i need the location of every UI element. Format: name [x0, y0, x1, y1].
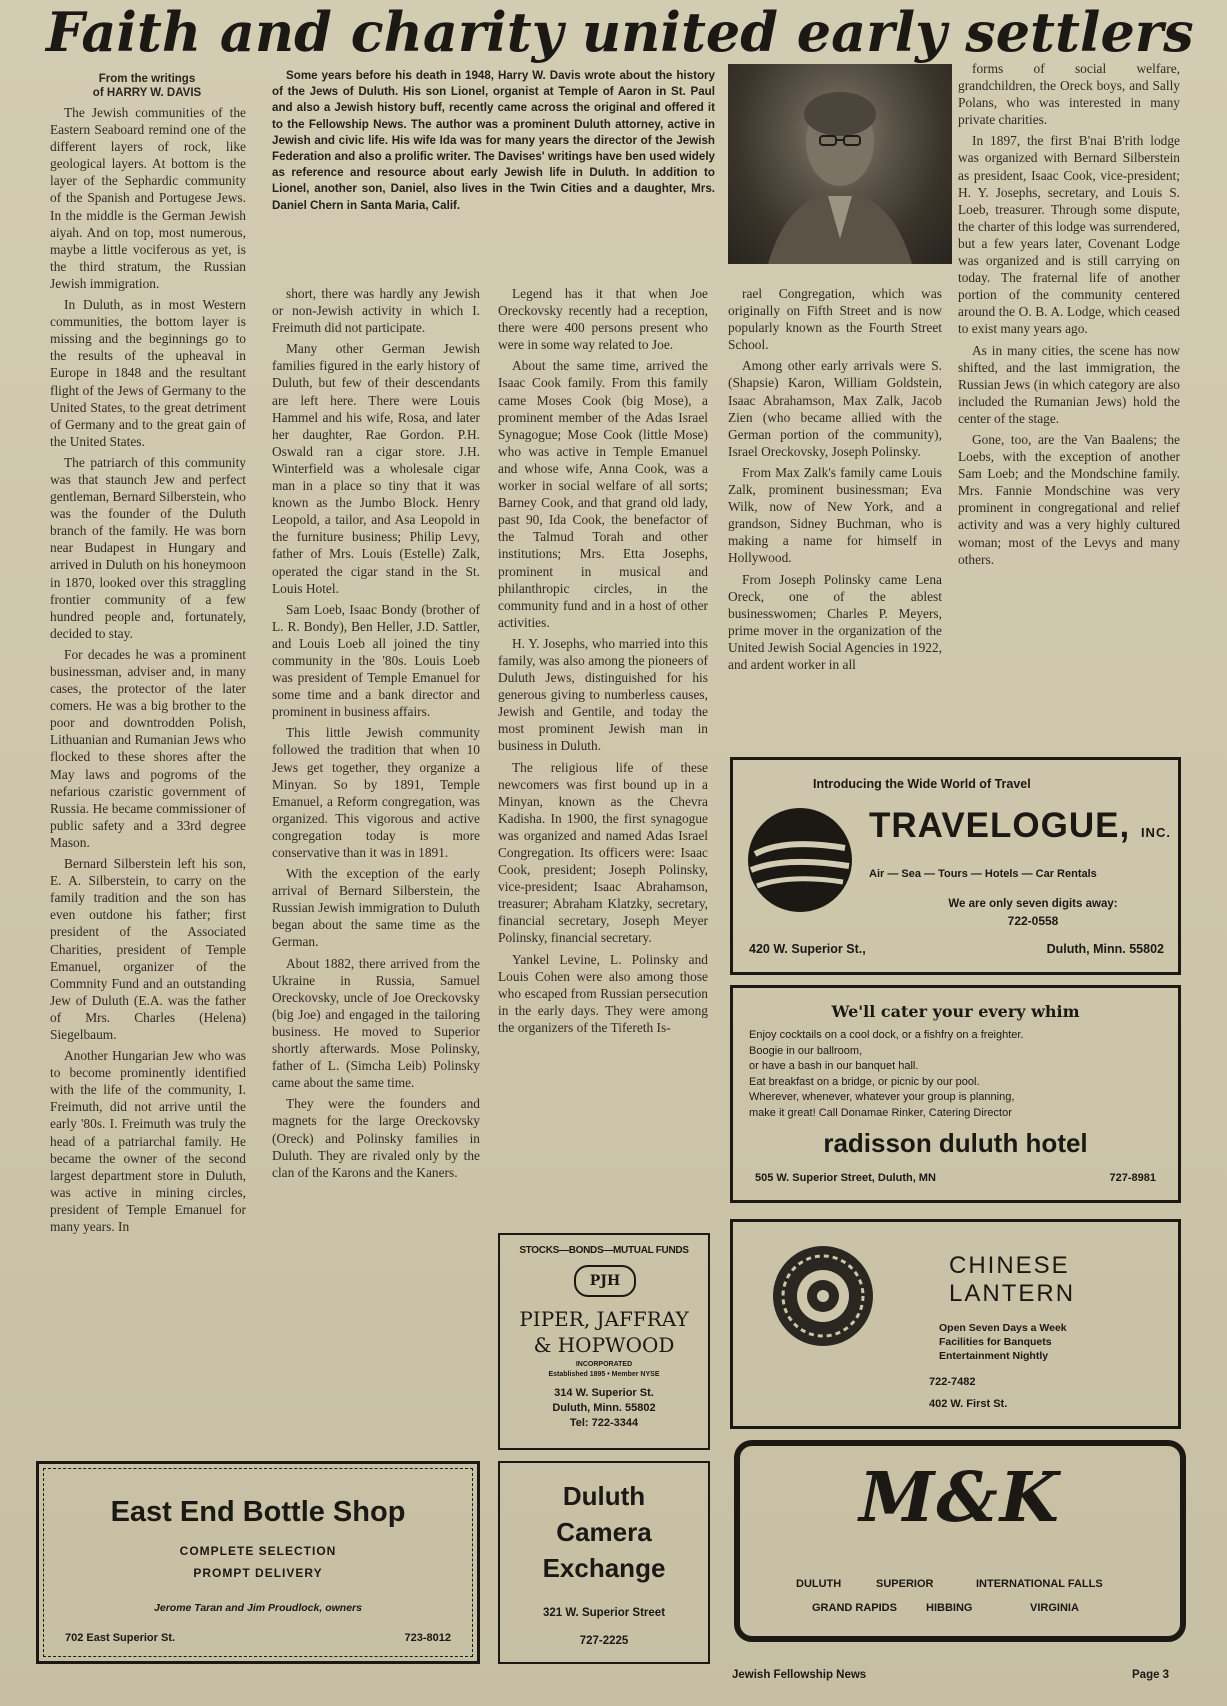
paragraph: In 1897, the first B'nai B'rith lodge was organized with Bernard Silberstein as president, Isaac Cook, vice-president; H. Y. Josephs, secretary, and Louis S. Loeb, treasurer. Through some dispute, the charter of this lodge was surrendered, but a few years later, Covenant Lodge was organized and is still carrying on today. The fraternal life of another portion of the community centered around the O. B. A. Lodge, which ceased to exist many years ago.	[958, 133, 1180, 337]
bottle-shop-line1: COMPLETE SELECTION	[179, 1544, 337, 1558]
radisson-title: We'll cater your every whim	[831, 1002, 1080, 1021]
paragraph: For decades he was a prominent businessman, adviser and, in many cases, the protector of the later comers. He was a big brother to the poor and downtrodden Polish, Lithuanian and Rumanian Jews who flocked to these shores after the May laws and pogroms of the nefarious czaristic government of Russia. He became commissioner of public safety and a 33rd degree Mason.	[50, 646, 246, 850]
travelogue-name	[869, 806, 1171, 846]
piper-phone: Tel: 722-3344	[569, 1417, 639, 1429]
radisson-line: make it great! Call Donamae Rinker, Catering Director	[749, 1106, 1012, 1119]
paragraph: Among other early arrivals were S. (Shapsie) Karon, William Goldstein, Isaac Abrahamson, Max Zalk, Jacob Zien (who became allied with the German portion of the community), Israel Oreckovsky, Joseph Polinsky.	[728, 358, 942, 459]
paragraph: About the same time, arrived the Isaac Cook family. From this family came Moses Cook (big Mose), a prominent member of the Adas Israel Synagogue; Mose Cook (little Mose) who was active in Temple Emanuel and whose wife, Anna Cook, was a worker in social welfare of all sorts; Barney Cook, and that grand old lady, past 90, Ida Cook, the benefactor of the Talmud Torah and other institutions; Mrs. Etta Josephs, prominent in musical and philanthropic circles, in the community fund and in a host of other activities.	[498, 358, 708, 630]
radisson-line: Wherever, whenever, whatever your group is planning,	[749, 1091, 1015, 1103]
bottle-shop-owners: Jerome Taran and Jim Proudlock, owners	[154, 1602, 362, 1614]
bottle-shop-phone: 723-8012	[404, 1632, 451, 1644]
mk-city-intl-falls: INTERNATIONAL FALLS	[976, 1578, 1103, 1590]
bottle-shop-ad	[36, 1461, 480, 1664]
chinese-lantern-ad	[730, 1219, 1181, 1429]
travelogue-phone: 722-0558	[1007, 914, 1059, 928]
paragraph: Gone, too, are the Van Baalens; the Loebs, with the exception of another Sam Loeb; and the Mondschine family. Mrs. Fannie Mondschine was very prominent in congregational and relief activity and was a very highly cultured woman; most of the Levys and many others.	[958, 431, 1180, 567]
camera-line-3: Exchange	[542, 1553, 666, 1583]
travelogue-logo-icon	[745, 808, 855, 912]
headline: Faith and charity united early settlers	[46, 0, 1194, 64]
piper-header: STOCKS—BONDS—MUTUAL FUNDS	[519, 1245, 689, 1256]
paragraph: They were the founders and magnets for the large Oreckovsky (Oreck) and Polinsky families in Duluth. They are rivaled only by the clan of the Karons and the Kaners.	[272, 1096, 480, 1180]
mk-city-superior: SUPERIOR	[876, 1578, 934, 1590]
article-column-4	[728, 285, 942, 673]
paragraph: The religious life of these newcomers was first bound up in a Minyan, known as the Chevra Kadisha. In 1900, the first synagogue was organized and named Adas Israel Congregation. Its officers were: Isaac Cook, president; Joseph Polinsky, vice-president; Isaac Abrahamson, treasurer; Abraham Klatzky, secretary, financial secretary, Joseph Meyer Polinsky, financial secretary.	[498, 759, 708, 946]
lantern-name-2: LANTERN	[949, 1280, 1076, 1307]
travelogue-address: 420 W. Superior St.,	[749, 942, 866, 956]
article-column-2	[272, 285, 480, 1181]
radisson-name: radisson duluth hotel	[823, 1128, 1088, 1158]
lantern-phone: 722-7482	[929, 1376, 976, 1388]
travelogue-promo: We are only seven digits away:	[948, 898, 1118, 910]
piper-jaffray-ad	[498, 1233, 710, 1450]
paragraph: In Duluth, as in most Western communities, the bottom layer is missing and the beginnings go to the results of the upheaval in Europe in 1848 and the resultant flight of the Jews of Germany to the United States, to the great detriment of Germany and to the great gain of the United States.	[50, 297, 246, 449]
lantern-name-1: CHINESE	[949, 1252, 1070, 1279]
mk-city-virginia: VIRGINIA	[1030, 1602, 1079, 1614]
paragraph: From Joseph Polinsky came Lena Oreck, one of the ablest businesswomen; Charles P. Meyers, prime mover in the organization of the United Jewish Social Agencies in 1922, and ardent worker in all	[728, 571, 942, 672]
piper-address: 314 W. Superior St.	[554, 1387, 654, 1399]
article-column-5	[958, 60, 1180, 568]
travelogue-services: Air — Sea — Tours — Hotels — Car Rentals	[869, 868, 1097, 880]
paragraph: About 1882, there arrived from the Ukraine in Russia, Samuel Oreckovsky, uncle of Joe Oreckovsky (big Joe) and engaged in the tailoring business. He moved to Superior shortly afterwards. Mose Polinsky, father of L. (Simcha Leib) Polinsky came about the same time.	[272, 955, 480, 1091]
article-column-1	[50, 104, 246, 1235]
mk-logo: M&K	[859, 1458, 1061, 1538]
portrait-illustration	[728, 64, 952, 264]
camera-address: 321 W. Superior Street	[542, 1607, 666, 1619]
travelogue-city: Duluth, Minn. 55802	[1046, 942, 1164, 956]
paragraph: Many other German Jewish families figured in the early history of Duluth, but few of their descendants are left here. There were Louis Hammel and his wife, Rosa, and later her daughter, Rae Gordon. P.H. Oswald ran a cigar store. J.H. Winterfield was a wholesale cigar man in a place so tiny that it was known as the Jumbo Block. Henry Leopold, a tailor, and Asa Leopold in the furniture business; Philip Levy, father of Mrs. Louis (Estelle) Zalk, operated the cigar stand in the St. Louis Hotel.	[272, 341, 480, 596]
radisson-line: or have a bash in our banquet hall.	[749, 1060, 919, 1072]
paragraph: From Max Zalk's family came Louis Zalk, prominent businessman; Eva Wilk, now of New York, and a grandson, Sidney Buchman, who is making a name for himself in Hollywood.	[728, 464, 942, 566]
lantern-medallion-icon	[771, 1244, 875, 1348]
mk-city-duluth: DULUTH	[796, 1578, 842, 1590]
paragraph: rael Congregation, which was originally on Fifth Street and is now popularly known as the Fourth Street School.	[728, 286, 942, 353]
travelogue-ad	[730, 757, 1181, 975]
mk-city-hibbing: HIBBING	[926, 1602, 973, 1614]
page-number: Page 3	[1132, 1669, 1170, 1681]
mk-city-grand-rapids: GRAND RAPIDS	[812, 1602, 897, 1614]
paragraph: With the exception of the early arrival of Bernard Silberstein, the Russian Jewish immigration to Duluth began about the same time as the German.	[272, 866, 480, 950]
travelogue-name-text: TRAVELOGUE,	[869, 806, 1131, 845]
paragraph: short, there was hardly any Jewish or non-Jewish activity in which I. Freimuth did not participate.	[272, 286, 480, 336]
piper-name-2: & HOPWOOD	[533, 1333, 675, 1357]
paragraph: The patriarch of this community was that staunch Jew and perfect gentleman, Bernard Silberstein, who was the founder of the Duluth branch of the family. He was born near Budapest in Hungary and arrived in Duluth on his honeymoon in 1870, looked over this straggling frontier community of a few hundred people and, fortunately, decided to stay.	[50, 454, 246, 641]
radisson-copy	[749, 1028, 1169, 1121]
radisson-ad	[730, 985, 1181, 1203]
piper-est: Established 1895 • Member NYSE	[548, 1371, 660, 1378]
mk-ad	[734, 1440, 1186, 1642]
byline-author: of HARRY W. DAVIS	[92, 87, 202, 99]
paragraph: Sam Loeb, Isaac Bondy (brother of L. R. Bondy), Ben Heller, J.D. Sattler, and Louis Loeb all joined the tiny community in the '80s. Louis Loeb was president of Temple Emanuel for some time and a bank director and prominent in business affairs.	[272, 601, 480, 720]
intro-text: Some years before his death in 1948, Harry W. Davis wrote about the history of the Jews of Duluth. His son Lionel, organist at Temple of Aaron in St. Paul and also a Jewish history buff, recently came across the original and offered it to the Fellowship News. The author was a prominent Duluth attorney, active in Jewish and civic life. His wife Ida was for many years the director of the Jewish Federation and also a prolific writer. The Davises' writings have ben used widely as reference and resource about early Jewish life in Duluth. In addition to Lionel, another son, Daniel, also lives in the Twin Cities and a daughter, Mrs. Daniel Chern in Santa Maria, Calif.	[272, 69, 715, 212]
publication-name: Jewish Fellowship News	[732, 1669, 867, 1681]
piper-inc: INCORPORATED	[575, 1361, 633, 1368]
lantern-line-3: Entertainment Nightly	[939, 1350, 1049, 1362]
byline-line1: From the writings	[98, 73, 196, 85]
radisson-address: 505 W. Superior Street, Duluth, MN	[755, 1172, 936, 1184]
paragraph: Yankel Levine, L. Polinsky and Louis Cohen were also among those who escaped from Russian persecution in the early days. They were among the organizers of the Tifereth Is-	[498, 951, 708, 1035]
radisson-line: Boogie in our ballroom,	[749, 1044, 863, 1057]
paragraph: Legend has it that when Joe Oreckovsky recently had a reception, there were 400 persons present who were in some way related to Joe.	[498, 286, 708, 353]
article-column-3	[498, 285, 708, 1036]
byline	[50, 72, 244, 100]
intro-paragraph	[272, 68, 715, 214]
paragraph: The Jewish communities of the Eastern Seaboard remind one of the different layers of rock, like geological layers. At bottom is the layer of the Sephardic community of the Spanish and Portugese Jews. In the middle is the German Jewish aiyah. And on top, most numerous, maybe a little vociferous as yet, is the third stratum, the Russian Jewish immigration.	[50, 105, 246, 291]
radisson-line: Enjoy cocktails on a cool dock, or a fishfry on a freighter.	[749, 1029, 1024, 1041]
camera-line-1: Duluth	[562, 1481, 646, 1511]
lantern-line-1: Open Seven Days a Week	[939, 1322, 1067, 1334]
paragraph: Another Hungarian Jew who was to become prominently identified with the life of the community, I. Freimuth, did not arrive until the early '80s. I. Freimuth was truly the head of a patriarchal family. He became the owner of the second largest department store in Duluth, was active in mining circles, president of Temple Emanuel for many years. In	[50, 1048, 246, 1234]
radisson-line: Eat breakfast on a bridge, or picnic by our pool.	[749, 1075, 980, 1088]
author-photo	[728, 64, 952, 264]
bottle-shop-address: 702 East Superior St.	[65, 1632, 176, 1644]
lantern-line-2: Facilities for Banquets	[939, 1336, 1052, 1348]
radisson-phone: 727-8981	[1109, 1172, 1156, 1184]
travelogue-inc: INC.	[1140, 825, 1171, 840]
travelogue-tagline: Introducing the Wide World of Travel	[813, 777, 1031, 791]
paragraph: Bernard Silberstein left his son, E. A. Silberstein, to carry on the family tradition and the son has even outdone his father; first president of the Associated Charities, president of Temple Emanuel, organizer of the Commnity Fund and an outstanding Jew of Duluth (E.A. was the father of Mrs. Charles (Helena) Siegelbaum.	[50, 856, 246, 1042]
camera-exchange-ad	[498, 1461, 710, 1664]
piper-name-1: PIPER, JAFFRAY	[519, 1307, 689, 1331]
paragraph: This little Jewish community followed the tradition that when 10 Jews get together, they organize a Minyan. So by 1891, Temple Emanuel, a Reform congregation, was organized. This vigorous and active congregation today is more conservative than it was in 1891.	[272, 725, 480, 860]
bottle-shop-name: East End Bottle Shop	[110, 1496, 406, 1528]
paragraph: As in many cities, the scene has now shifted, and the last immigration, the Russian Jews (in which category are also included the Rumanian Jews) hold the center of the stage.	[958, 342, 1180, 426]
camera-phone: 727-2225	[579, 1635, 629, 1647]
piper-monogram: PJH	[574, 1265, 636, 1297]
camera-line-2: Camera	[556, 1517, 652, 1547]
paragraph: H. Y. Josephs, who married into this family, was also among the pioneers of Duluth Jews, distinguished for his generous giving to numberless causes, Jewish and Gentile, and today the most prominent Jewish man in business in Duluth.	[498, 635, 708, 754]
paragraph: forms of social welfare, grandchildren, the Oreck boys, and Sally Polans, who was interested in many private charities.	[958, 61, 1180, 128]
lantern-address: 402 W. First St.	[929, 1398, 1008, 1410]
bottle-shop-line2: PROMPT DELIVERY	[193, 1566, 323, 1580]
piper-city: Duluth, Minn. 55802	[552, 1402, 656, 1414]
